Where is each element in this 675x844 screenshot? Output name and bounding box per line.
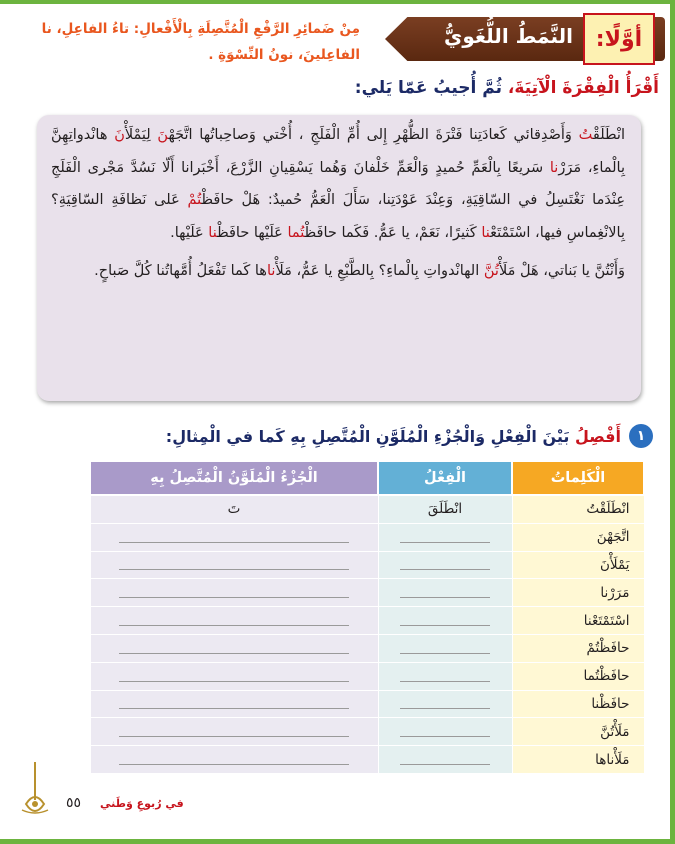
answer-line: [119, 639, 349, 654]
answer-line: [400, 722, 490, 737]
page-number: ٥٥: [66, 795, 82, 811]
verb-answer-cell[interactable]: [378, 607, 512, 635]
reading-passage: [37, 115, 641, 401]
right-frame-rule: [670, 0, 675, 844]
answer-line: [400, 611, 490, 626]
table-row: [90, 690, 644, 718]
part-answer-cell[interactable]: [90, 718, 378, 746]
table-row: [90, 495, 644, 523]
table-row: [90, 551, 644, 579]
passage-text: سَريعًا بِالْعَمِّ حُميدٍ وَالْعَمِّ خَلْفانَ وَهُما يَسْقِيانِ الزَّرْعَ، أَخْبَرانا أَلّا نَسُدَّ مَجْرى الْفَلَجِ عِنْدَما نَغْتَسِلُ في السّاقِيَةِ، وَعِنْدَ عَوْدَتِنا، سَأَلَ الْعَمُّ حُميدٌ: هَلْ حافَظْ: [51, 159, 626, 208]
passage-text: كَثيرًا، نَعَمْ، يا عَمُّ. فَكَما حافَظْ: [304, 224, 482, 241]
passage-paragraph-2: [51, 255, 625, 288]
part-answer-cell[interactable]: [90, 523, 378, 551]
passage-highlight: نا: [266, 263, 276, 279]
series-title: في رُبوعِ وَطَني: [100, 797, 184, 810]
passage-highlight: تُمْ: [187, 192, 202, 208]
verb-answer-cell[interactable]: [378, 523, 512, 551]
table-header-row: [90, 461, 644, 495]
passage-highlight: نَ: [114, 127, 125, 143]
top-frame-rule: [0, 0, 675, 4]
header-verb: الْفِعْلُ: [378, 461, 512, 495]
word-cell: مَرَرْنا: [512, 579, 644, 607]
word-cell: اتَّجَهْنَ: [512, 523, 644, 551]
answer-line: [400, 639, 490, 654]
passage-text: اتَّجَهْ: [168, 127, 193, 143]
passage-highlight: نا: [481, 224, 491, 241]
header-attached-part: الْجُزْءُ الْمُلَوَّنُ الْمُتَّصِلُ بِهِ: [90, 461, 378, 495]
part-answer-cell[interactable]: [90, 746, 378, 774]
answer-line: [119, 611, 349, 626]
table-row: [90, 718, 644, 746]
question-number-badge: ١: [629, 424, 653, 448]
passage-paragraph-1: [51, 119, 625, 249]
question-1: [166, 424, 653, 448]
part-answer-cell[interactable]: [90, 607, 378, 635]
question-rest: بَيْنَ الْفِعْلِ وَالْجُزْءِ الْمُلَوَّنِ الْمُتَّصِلِ بِهِ كَما في الْمِثالِ:: [165, 426, 575, 446]
answer-line: [119, 528, 349, 543]
answer-line: [119, 722, 349, 737]
part-answer-cell[interactable]: [90, 551, 378, 579]
answer-line: [119, 583, 349, 598]
part-answer-cell[interactable]: [90, 579, 378, 607]
passage-highlight: نَ: [157, 127, 169, 143]
question-text: [166, 427, 621, 446]
intro-note: مِنْ ضَمائِرِ الرَّفْعِ الْمُتَّصِلَةِ بِالْأَفْعالِ: تاءُ الفاعِلِ، نا الفاعِلينَ، نونُ النِّسْوَةِ .: [41, 21, 360, 63]
passage-text: وَأَنْتُنَّ يا بَناتي، هَلْ مَلَأْ: [498, 263, 625, 279]
answer-line: [400, 694, 490, 709]
passage-text: ها كَما تَفْعَلُ أُمَّهاتُنا كُلَّ صَباحٍ.: [94, 263, 267, 279]
passage-text: وَأَصْدِقائي كَعادَتِنا فَتْرَةَ الظُّهْرِ إِلى أُمِّ الْفَلَجِ ، أُخْتي وَصاحِباتُها: [192, 127, 579, 143]
section-number: أوَّلًا:: [583, 13, 655, 65]
part-answer-cell[interactable]: [90, 662, 378, 690]
table-row: [90, 607, 644, 635]
word-cell: حافَظْتُمْ: [512, 634, 644, 662]
reading-instruction: [355, 78, 659, 98]
header-words: الْكَلِماتُ: [512, 461, 644, 495]
passage-text: الهانْدواتِ بِالْماءِ؟ بِالطَّبْعِ يا عَمُّ، مَلَأْ: [275, 263, 484, 279]
question-highlight: أَفْصِلُ: [574, 426, 621, 446]
verb-answer-cell[interactable]: [378, 634, 512, 662]
word-cell: حافَظْنا: [512, 690, 644, 718]
word-cell: انْطَلَقْتُ: [512, 495, 644, 523]
word-cell: يَمْلَأْنَ: [512, 551, 644, 579]
answer-line: [119, 667, 349, 682]
part-answer-cell[interactable]: [90, 690, 378, 718]
table-row: [90, 523, 644, 551]
answer-line: [119, 555, 349, 570]
answer-line: [400, 667, 490, 682]
answer-line: [400, 750, 490, 765]
calligraphy-emblem-icon: [18, 760, 52, 818]
answer-line: [400, 528, 490, 543]
verb-answer-cell[interactable]: [378, 718, 512, 746]
passage-text: انْطَلَقْ: [592, 127, 625, 143]
instruction-highlight: أَقْرَأُ الْفِقْرَةَ الْآتِيَةَ،: [507, 78, 659, 98]
table-row: [90, 579, 644, 607]
table-row: [90, 746, 644, 774]
section-title: النَّمَطُ اللُّغَويُّ: [443, 24, 573, 48]
passage-text: اسْتَمْتَعْ: [490, 224, 531, 241]
passage-text: لِيَمْلَأْ: [124, 127, 158, 143]
table-row: [90, 634, 644, 662]
answer-line: [119, 694, 349, 709]
verb-answer-cell[interactable]: [378, 690, 512, 718]
verb-answer-cell[interactable]: [378, 551, 512, 579]
word-cell: حافَظْتُما: [512, 662, 644, 690]
answer-table: [89, 460, 645, 774]
answer-line: [400, 583, 490, 598]
word-cell: مَلَأْناها: [512, 746, 644, 774]
table-row: [90, 662, 644, 690]
word-cell: مَلَأْتُنَّ: [512, 718, 644, 746]
passage-highlight: تُ: [578, 127, 593, 143]
verb-answer-cell[interactable]: [378, 746, 512, 774]
example-part-cell: تَ: [90, 495, 378, 523]
passage-text: مَرَرْ: [558, 159, 582, 176]
answer-line: [400, 555, 490, 570]
passage-text: هانْدواتِهِنَّ بِالْماءِ،: [51, 127, 625, 176]
passage-highlight: تُنَّ: [483, 263, 499, 279]
example-verb-cell: انْطَلَقَ: [378, 495, 512, 523]
part-answer-cell[interactable]: [90, 634, 378, 662]
bottom-frame-rule: [0, 839, 675, 844]
word-cell: اسْتَمْتَعْنا: [512, 607, 644, 635]
passage-text: عَلى نَظافَةِ السّاقِيَةِ؟ بِالانْغِماسِ فيها،: [51, 192, 625, 241]
passage-highlight: تُما: [287, 224, 305, 241]
section-banner: [380, 13, 665, 65]
answer-line: [119, 750, 349, 765]
passage-text: عَلَيْها.: [170, 224, 209, 241]
verb-answer-cell[interactable]: [378, 579, 512, 607]
instruction-rest: ثُمَّ أُجيبُ عَمّا يَلي:: [354, 78, 508, 98]
verb-answer-cell[interactable]: [378, 662, 512, 690]
passage-highlight: نا: [208, 224, 218, 241]
passage-text: عَلَيْها حافَظْ: [217, 224, 288, 241]
passage-highlight: نا: [549, 159, 559, 176]
